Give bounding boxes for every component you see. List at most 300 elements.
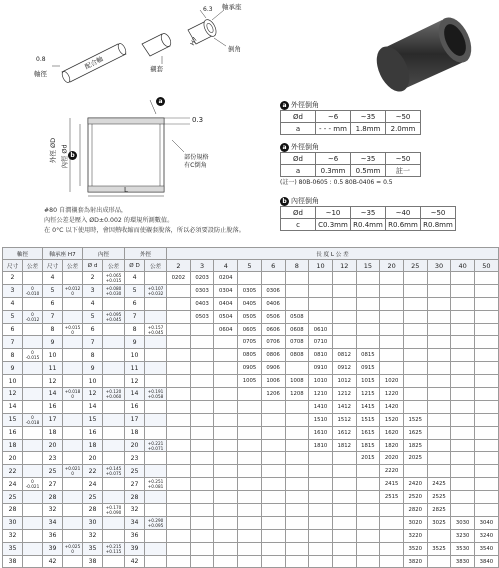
label-h7: H7 bbox=[189, 36, 200, 47]
part-code-cell bbox=[451, 362, 475, 375]
part-code-cell bbox=[167, 336, 191, 349]
size-cell: 7 bbox=[43, 310, 63, 323]
table-row bbox=[3, 555, 499, 568]
cell: Ød bbox=[281, 207, 316, 219]
label-c-chamfer: 有C倒角 bbox=[184, 162, 207, 169]
length-header-cell: 8 bbox=[285, 260, 309, 272]
tolerance-cell bbox=[23, 297, 43, 310]
part-code-cell: 3025 bbox=[427, 516, 451, 529]
size-cell: 8 bbox=[43, 323, 63, 336]
spec-marker-2: a bbox=[280, 143, 289, 152]
part-code-cell bbox=[190, 400, 214, 413]
tolerance-cell: +0.145 +0.075 bbox=[103, 465, 125, 478]
size-cell: 32 bbox=[3, 529, 23, 542]
tolerance-cell bbox=[145, 362, 167, 375]
spec-table-1-header bbox=[281, 111, 421, 123]
size-cell: 15 bbox=[83, 413, 103, 426]
table-row bbox=[3, 426, 499, 439]
part-code-cell bbox=[167, 362, 191, 375]
part-code-cell bbox=[167, 478, 191, 491]
part-code-cell bbox=[309, 491, 333, 504]
part-code-cell bbox=[285, 362, 309, 375]
part-code-cell: 0806 bbox=[261, 349, 285, 362]
part-code-cell: 1510 bbox=[309, 413, 333, 426]
part-code-cell bbox=[475, 426, 499, 439]
part-code-cell bbox=[403, 375, 427, 388]
tolerance-cell bbox=[23, 375, 43, 388]
part-code-cell bbox=[380, 336, 404, 349]
length-header-cell: 25 bbox=[403, 260, 427, 272]
table-row bbox=[3, 452, 499, 465]
table-row bbox=[3, 310, 499, 323]
part-code-cell: 0706 bbox=[261, 336, 285, 349]
part-code-cell bbox=[214, 542, 238, 555]
part-code-cell bbox=[285, 516, 309, 529]
tolerance-cell: +0.018 0 bbox=[63, 388, 83, 401]
part-code-cell bbox=[427, 297, 451, 310]
part-code-cell bbox=[475, 323, 499, 336]
part-code-cell: 0805 bbox=[238, 349, 262, 362]
tolerance-cell bbox=[103, 452, 125, 465]
tolerance-cell bbox=[63, 362, 83, 375]
cell: 0.3mm bbox=[316, 165, 351, 177]
part-code-cell bbox=[261, 478, 285, 491]
part-code-cell: 1005 bbox=[238, 375, 262, 388]
part-code-cell bbox=[261, 465, 285, 478]
size-cell: 30 bbox=[83, 516, 103, 529]
part-code-cell: 0906 bbox=[261, 362, 285, 375]
part-code-cell: 0504 bbox=[214, 310, 238, 323]
tolerance-cell bbox=[63, 336, 83, 349]
size-cell: 17 bbox=[43, 413, 63, 426]
part-code-cell bbox=[285, 542, 309, 555]
size-cell: 25 bbox=[83, 491, 103, 504]
part-code-cell bbox=[190, 426, 214, 439]
size-cell: 3 bbox=[83, 284, 103, 297]
part-code-cell: 0503 bbox=[190, 310, 214, 323]
part-code-cell: 2825 bbox=[427, 504, 451, 517]
size-cell: 8 bbox=[3, 349, 23, 362]
size-cell: 32 bbox=[83, 529, 103, 542]
tolerance-cell bbox=[145, 504, 167, 517]
part-code-cell bbox=[403, 465, 427, 478]
size-cell: 42 bbox=[43, 555, 63, 568]
table-row bbox=[3, 388, 499, 401]
part-code-cell bbox=[380, 555, 404, 568]
part-code-cell: 2520 bbox=[403, 491, 427, 504]
size-cell: 2 bbox=[3, 272, 23, 285]
label-part-spec: 部份規格 bbox=[184, 154, 209, 161]
part-code-cell bbox=[167, 426, 191, 439]
tolerance-cell: 0 -0.021 bbox=[23, 478, 43, 491]
part-code-cell bbox=[309, 284, 333, 297]
size-cell: 32 bbox=[43, 504, 63, 517]
part-code-cell: 0405 bbox=[238, 297, 262, 310]
size-cell: 35 bbox=[83, 542, 103, 555]
part-code-cell bbox=[475, 349, 499, 362]
part-code-cell bbox=[475, 310, 499, 323]
part-code-cell bbox=[427, 284, 451, 297]
part-code-cell bbox=[356, 323, 380, 336]
table-row bbox=[3, 413, 499, 426]
tolerance-cell: +0.012 0 bbox=[63, 284, 83, 297]
part-code-cell bbox=[427, 375, 451, 388]
tolerance-cell: +0.290 +0.095 bbox=[145, 516, 167, 529]
part-code-cell bbox=[356, 465, 380, 478]
cell: 2.0mm bbox=[386, 123, 421, 135]
tolerance-cell: +0.215 +0.115 bbox=[103, 542, 125, 555]
part-code-cell bbox=[214, 362, 238, 375]
part-code-cell bbox=[380, 529, 404, 542]
tolerance-cell bbox=[63, 375, 83, 388]
tolerance-cell bbox=[145, 465, 167, 478]
spec-title-1 bbox=[280, 100, 319, 110]
part-code-cell bbox=[332, 323, 356, 336]
size-cell: 39 bbox=[125, 542, 145, 555]
tolerance-cell bbox=[63, 272, 83, 285]
part-code-cell bbox=[475, 465, 499, 478]
part-code-cell bbox=[427, 272, 451, 285]
part-code-cell bbox=[356, 336, 380, 349]
part-code-cell bbox=[356, 478, 380, 491]
spec-title-2 bbox=[280, 142, 319, 152]
length-header-cell: 4 bbox=[214, 260, 238, 272]
size-cell: 18 bbox=[3, 439, 23, 452]
part-code-cell bbox=[380, 323, 404, 336]
size-cell: 11 bbox=[43, 362, 63, 375]
part-code-cell: 0203 bbox=[190, 272, 214, 285]
part-code-cell: 1010 bbox=[309, 375, 333, 388]
part-code-cell bbox=[356, 297, 380, 310]
part-code-cell bbox=[475, 439, 499, 452]
tolerance-cell bbox=[103, 400, 125, 413]
tolerance-cell bbox=[103, 336, 125, 349]
sub-header-cell: 尺寸 bbox=[3, 260, 23, 272]
tolerance-cell bbox=[23, 516, 43, 529]
cell: 1.8mm bbox=[351, 123, 386, 135]
part-code-cell: 0710 bbox=[309, 336, 333, 349]
part-code-cell bbox=[403, 272, 427, 285]
tolerance-cell bbox=[63, 491, 83, 504]
tolerance-cell bbox=[23, 504, 43, 517]
part-code-cell bbox=[332, 491, 356, 504]
part-code-cell bbox=[475, 336, 499, 349]
part-code-cell: 0202 bbox=[167, 272, 191, 285]
part-code-cell: 1220 bbox=[380, 388, 404, 401]
size-cell: 27 bbox=[125, 478, 145, 491]
note-line-2: 內徑公差是壓入 ØD±0.002 的環規所測數值。 bbox=[44, 217, 174, 224]
part-code-cell bbox=[261, 529, 285, 542]
size-cell: 25 bbox=[3, 491, 23, 504]
tolerance-cell: +0.065 +0.015 bbox=[103, 272, 125, 285]
part-code-cell bbox=[190, 491, 214, 504]
part-code-cell bbox=[356, 284, 380, 297]
tolerance-cell bbox=[23, 491, 43, 504]
part-code-cell bbox=[403, 349, 427, 362]
part-code-cell: 1815 bbox=[356, 439, 380, 452]
part-code-cell bbox=[309, 310, 333, 323]
size-cell: 28 bbox=[3, 504, 23, 517]
part-code-cell bbox=[285, 478, 309, 491]
length-header-cell: 12 bbox=[332, 260, 356, 272]
size-cell: 12 bbox=[125, 375, 145, 388]
size-cell: 7 bbox=[125, 310, 145, 323]
header-housing: 軸承座 H7 bbox=[43, 248, 83, 260]
size-cell: 12 bbox=[3, 388, 23, 401]
cell: a bbox=[281, 123, 316, 135]
part-code-cell bbox=[309, 529, 333, 542]
part-code-cell: 1512 bbox=[332, 413, 356, 426]
part-code-cell: 0808 bbox=[285, 349, 309, 362]
section-drawing bbox=[0, 0, 260, 210]
part-code-cell bbox=[380, 362, 404, 375]
size-cell: 14 bbox=[3, 400, 23, 413]
part-code-cell bbox=[190, 413, 214, 426]
spec-table-2-row bbox=[281, 165, 421, 177]
tolerance-cell bbox=[145, 426, 167, 439]
tolerance-cell bbox=[145, 529, 167, 542]
size-cell: 5 bbox=[125, 284, 145, 297]
size-cell: 7 bbox=[3, 336, 23, 349]
part-code-cell bbox=[356, 310, 380, 323]
size-cell: 4 bbox=[43, 272, 63, 285]
spec-title-text-1: 外徑倒角 bbox=[291, 101, 319, 109]
part-code-cell bbox=[475, 375, 499, 388]
part-code-cell bbox=[167, 349, 191, 362]
cell: R0.4mm bbox=[351, 219, 386, 231]
part-code-cell bbox=[309, 504, 333, 517]
part-code-cell bbox=[214, 349, 238, 362]
note-block bbox=[44, 206, 245, 236]
size-cell: 10 bbox=[43, 349, 63, 362]
part-code-cell bbox=[261, 452, 285, 465]
part-code-cell bbox=[261, 555, 285, 568]
tolerance-cell bbox=[103, 323, 125, 336]
tolerance-cell: +0.107 +0.032 bbox=[145, 284, 167, 297]
part-code-cell bbox=[451, 478, 475, 491]
part-code-cell: 1006 bbox=[261, 375, 285, 388]
part-code-cell: 0912 bbox=[332, 362, 356, 375]
part-code-cell bbox=[356, 516, 380, 529]
part-code-cell bbox=[403, 336, 427, 349]
cell: ~6 bbox=[316, 111, 351, 123]
size-cell: 6 bbox=[3, 323, 23, 336]
part-code-cell bbox=[475, 400, 499, 413]
length-header-cell: 10 bbox=[309, 260, 333, 272]
part-code-cell bbox=[285, 439, 309, 452]
label-shaft: 軸徑 bbox=[34, 70, 47, 78]
label-inner-dia: 內徑 Ød bbox=[60, 144, 69, 169]
spec-table-3-header bbox=[281, 207, 456, 219]
part-code-cell bbox=[475, 297, 499, 310]
tolerance-cell bbox=[23, 400, 43, 413]
part-code-cell bbox=[451, 272, 475, 285]
part-code-cell: 3525 bbox=[427, 542, 451, 555]
table-group-header-row bbox=[3, 248, 499, 260]
part-code-cell bbox=[451, 310, 475, 323]
tolerance-cell bbox=[63, 349, 83, 362]
table-row bbox=[3, 362, 499, 375]
size-cell: 3 bbox=[3, 284, 23, 297]
part-code-cell bbox=[427, 362, 451, 375]
size-cell: 32 bbox=[125, 504, 145, 517]
part-code-cell: 3020 bbox=[403, 516, 427, 529]
tolerance-cell bbox=[23, 362, 43, 375]
size-cell: 38 bbox=[83, 555, 103, 568]
part-code-cell: 0604 bbox=[214, 323, 238, 336]
part-code-cell: 3240 bbox=[475, 529, 499, 542]
label-outer-dia: 外徑 ØD bbox=[49, 137, 58, 164]
tolerance-cell bbox=[103, 413, 125, 426]
part-code-cell bbox=[261, 491, 285, 504]
size-cell: 25 bbox=[125, 465, 145, 478]
part-code-cell bbox=[214, 555, 238, 568]
part-code-cell bbox=[427, 465, 451, 478]
size-cell: 6 bbox=[125, 297, 145, 310]
tolerance-cell bbox=[63, 413, 83, 426]
cell: ~50 bbox=[386, 111, 421, 123]
tolerance-cell: +0.170 +0.090 bbox=[103, 504, 125, 517]
size-cell: 28 bbox=[83, 504, 103, 517]
part-code-cell bbox=[214, 400, 238, 413]
part-code-cell: 2820 bbox=[403, 504, 427, 517]
tolerance-cell: +0.251 +0.081 bbox=[145, 478, 167, 491]
part-code-cell: 0305 bbox=[238, 284, 262, 297]
part-code-cell: 1620 bbox=[380, 426, 404, 439]
part-code-cell: 0605 bbox=[238, 323, 262, 336]
tolerance-cell bbox=[23, 465, 43, 478]
table-row bbox=[3, 297, 499, 310]
part-code-cell: 1210 bbox=[309, 388, 333, 401]
size-cell: 10 bbox=[125, 349, 145, 362]
part-code-cell bbox=[309, 297, 333, 310]
part-code-cell bbox=[403, 323, 427, 336]
cell: ~35 bbox=[351, 207, 386, 219]
part-code-cell bbox=[261, 426, 285, 439]
tolerance-cell: 0 -0.010 bbox=[23, 284, 43, 297]
part-code-cell: 0810 bbox=[309, 349, 333, 362]
header-inner: 內徑 bbox=[83, 248, 125, 260]
size-cell: 18 bbox=[43, 426, 63, 439]
part-code-cell bbox=[356, 504, 380, 517]
table-row bbox=[3, 272, 499, 285]
spec-title-text-2: 外徑倒角 bbox=[291, 143, 319, 151]
part-code-cell bbox=[475, 413, 499, 426]
part-code-cell: 1206 bbox=[261, 388, 285, 401]
tolerance-cell: 0 -0.018 bbox=[23, 413, 43, 426]
part-code-cell bbox=[167, 413, 191, 426]
part-code-cell: 0406 bbox=[261, 297, 285, 310]
part-code-cell bbox=[356, 542, 380, 555]
tolerance-cell bbox=[23, 542, 43, 555]
part-code-cell: 1412 bbox=[332, 400, 356, 413]
part-code-cell bbox=[167, 388, 191, 401]
part-code-cell: 1615 bbox=[356, 426, 380, 439]
part-code-cell: 3040 bbox=[475, 516, 499, 529]
part-code-cell bbox=[261, 400, 285, 413]
table-row bbox=[3, 465, 499, 478]
part-code-cell bbox=[167, 465, 191, 478]
size-cell: 18 bbox=[83, 439, 103, 452]
part-code-cell bbox=[214, 336, 238, 349]
part-code-cell bbox=[451, 439, 475, 452]
part-code-cell bbox=[332, 272, 356, 285]
part-code-cell bbox=[285, 426, 309, 439]
part-code-cell bbox=[238, 529, 262, 542]
cell: ~50 bbox=[386, 153, 421, 165]
part-code-cell: 0306 bbox=[261, 284, 285, 297]
table-row bbox=[3, 400, 499, 413]
length-header-cell: 50 bbox=[475, 260, 499, 272]
cell: ~35 bbox=[351, 153, 386, 165]
part-code-cell bbox=[285, 555, 309, 568]
part-code-cell bbox=[356, 555, 380, 568]
part-code-cell bbox=[285, 491, 309, 504]
part-code-cell: 1825 bbox=[403, 439, 427, 452]
tolerance-cell bbox=[145, 349, 167, 362]
size-cell: 20 bbox=[125, 439, 145, 452]
part-code-cell bbox=[427, 439, 451, 452]
part-code-cell bbox=[167, 491, 191, 504]
part-code-cell bbox=[451, 284, 475, 297]
part-code-cell bbox=[332, 336, 356, 349]
part-code-cell bbox=[167, 375, 191, 388]
size-cell: 14 bbox=[83, 400, 103, 413]
part-code-cell bbox=[475, 452, 499, 465]
tolerance-cell bbox=[23, 452, 43, 465]
part-code-cell bbox=[238, 400, 262, 413]
part-code-cell bbox=[403, 400, 427, 413]
part-code-cell: 0303 bbox=[190, 284, 214, 297]
size-cell: 15 bbox=[3, 413, 23, 426]
spec-footnote: (註一) 80B-0605 : 0.5 80B-0406 = 0.5 bbox=[280, 179, 393, 186]
spec-marker-3: b bbox=[280, 197, 289, 206]
sub-header-cell: Ø D bbox=[125, 260, 145, 272]
part-code-cell: 0403 bbox=[190, 297, 214, 310]
tolerance-cell bbox=[103, 516, 125, 529]
tolerance-cell: +0.221 +0.071 bbox=[145, 439, 167, 452]
part-code-cell: 2425 bbox=[427, 478, 451, 491]
part-code-cell bbox=[190, 323, 214, 336]
table-row bbox=[3, 375, 499, 388]
sub-header-cell: 尺寸 bbox=[43, 260, 63, 272]
header-length: 長 度 L 公 差 bbox=[167, 248, 499, 260]
size-cell: 36 bbox=[43, 529, 63, 542]
part-code-cell: 0505 bbox=[238, 310, 262, 323]
part-code-cell bbox=[214, 413, 238, 426]
part-code-cell: 3820 bbox=[403, 555, 427, 568]
size-cell: 16 bbox=[43, 400, 63, 413]
size-cell: 8 bbox=[125, 323, 145, 336]
part-code-cell: 1610 bbox=[309, 426, 333, 439]
spec-marker-1: a bbox=[280, 101, 289, 110]
part-code-cell bbox=[214, 388, 238, 401]
size-cell: 18 bbox=[125, 426, 145, 439]
part-code-cell bbox=[403, 284, 427, 297]
size-cell: 28 bbox=[125, 491, 145, 504]
part-code-cell bbox=[451, 465, 475, 478]
part-code-cell bbox=[238, 413, 262, 426]
part-code-cell: 2515 bbox=[380, 491, 404, 504]
label-mating-shaft: 配合軸 bbox=[83, 54, 105, 71]
part-code-cell: 1525 bbox=[403, 413, 427, 426]
part-code-cell: 2415 bbox=[380, 478, 404, 491]
part-code-cell: 1820 bbox=[380, 439, 404, 452]
part-code-cell bbox=[285, 272, 309, 285]
tolerance-cell bbox=[23, 323, 43, 336]
tolerance-cell: +0.191 +0.058 bbox=[145, 388, 167, 401]
part-code-cell bbox=[427, 336, 451, 349]
